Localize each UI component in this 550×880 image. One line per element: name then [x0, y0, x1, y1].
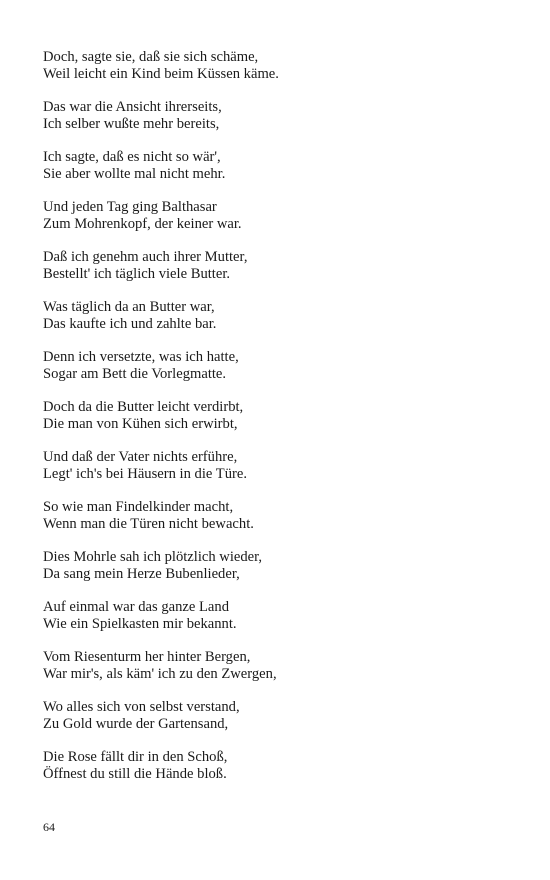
verse-line: Zum Mohrenkopf, der keiner war. [43, 216, 242, 232]
verse-line: Doch da die Butter leicht verdirbt, [43, 399, 244, 415]
verse-line: Bestellt' ich täglich viele Butter. [43, 266, 231, 282]
verse-line: Sie aber wollte mal nicht mehr. [43, 166, 226, 182]
verse-line: Weil leicht ein Kind beim Küssen käme. [43, 66, 279, 82]
verse-line: Denn ich versetzte, was ich hatte, [43, 349, 239, 365]
stanza-9 [43, 449, 513, 483]
stanza-2 [43, 99, 513, 133]
verse-line: Und daß der Vater nichts erführe, [43, 449, 238, 465]
verse-line: Zu Gold wurde der Gartensand, [43, 716, 229, 732]
verse-line: Und jeden Tag ging Balthasar [43, 199, 217, 215]
verse-line: Wo alles sich von selbst verstand, [43, 699, 240, 715]
verse-line: Auf einmal war das ganze Land [43, 599, 229, 615]
stanza-8 [43, 399, 513, 433]
stanza-11 [43, 549, 513, 583]
stanza-15 [43, 749, 513, 783]
stanza-1 [43, 49, 513, 83]
stanza-12 [43, 599, 513, 633]
stanza-4 [43, 199, 513, 233]
verse-line: So wie man Findelkinder macht, [43, 499, 234, 515]
verse-line: Öffnest du still die Hände bloß. [43, 766, 227, 782]
stanza-14 [43, 699, 513, 733]
verse-line: Wenn man die Türen nicht bewacht. [43, 516, 254, 532]
stanza-7 [43, 349, 513, 383]
verse-line: Sogar am Bett die Vorlegmatte. [43, 366, 227, 382]
verse-line: Ich selber wußte mehr bereits, [43, 116, 220, 132]
verse-line: Da sang mein Herze Bubenlieder, [43, 566, 240, 582]
page-number: 64 [43, 820, 55, 834]
stanza-6 [43, 299, 513, 333]
verse-line: Doch, sagte sie, daß sie sich schäme, [43, 49, 259, 65]
poem-body [43, 49, 513, 799]
verse-line: Die man von Kühen sich erwirbt, [43, 416, 238, 432]
verse-line: Was täglich da an Butter war, [43, 299, 215, 315]
verse-line: Das war die Ansicht ihrerseits, [43, 99, 222, 115]
verse-line: Wie ein Spielkasten mir bekannt. [43, 616, 237, 632]
stanza-3 [43, 149, 513, 183]
verse-line: Daß ich genehm auch ihrer Mutter, [43, 249, 248, 265]
verse-line: Die Rose fällt dir in den Schoß, [43, 749, 228, 765]
verse-line: Ich sagte, daß es nicht so wär', [43, 149, 221, 165]
verse-line: Das kaufte ich und zahlte bar. [43, 316, 217, 332]
verse-line: Vom Riesenturm her hinter Bergen, [43, 649, 251, 665]
verse-line: War mir's, als käm' ich zu den Zwergen, [43, 666, 277, 682]
stanza-5 [43, 249, 513, 283]
verse-line: Legt' ich's bei Häusern in die Türe. [43, 466, 247, 482]
verse-line: Dies Mohrle sah ich plötzlich wieder, [43, 549, 263, 565]
stanza-13 [43, 649, 513, 683]
stanza-10 [43, 499, 513, 533]
